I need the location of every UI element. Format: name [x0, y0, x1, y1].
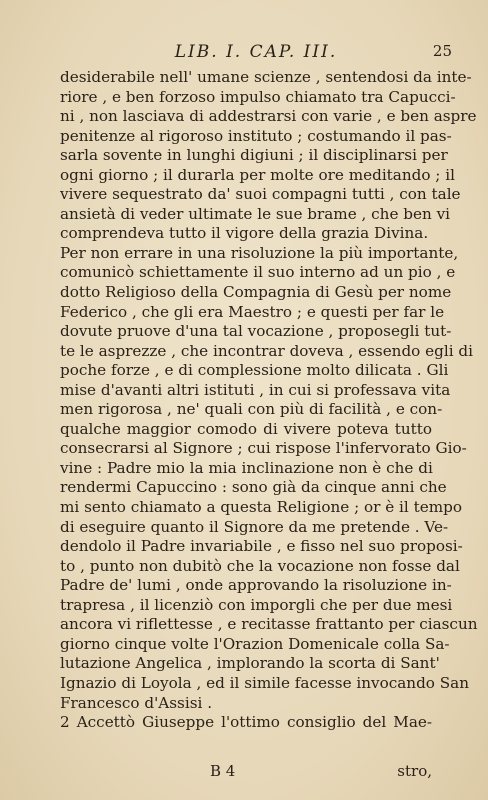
text-line: di eseguire quanto il Signore da me pretende . Ve- [60, 517, 449, 536]
page-number: 25 [432, 42, 452, 60]
text-line: comunicò schiettamente il suo interno ad un pio , e [60, 263, 456, 282]
text-line: ni , non lasciava di addestrarsi con varie , e ben aspre [60, 107, 477, 126]
text-line: sarla sovente in lunghi digiuni ; il disciplinarsi per [60, 146, 448, 165]
text-line: consecrarsi al Signore ; cui rispose l'infervorato Gio- [60, 439, 467, 458]
text-line: men rigorosa , ne' quali con più di facilità , e con- [60, 400, 443, 419]
text-line: dotto Religioso della Compagnia di Gesù per nome [60, 283, 452, 302]
text-line: giorno cinque volte l'Orazion Domenicale colla Sa- [60, 634, 450, 653]
paragraph-start-line: 2 Accettò Giuseppe l'ottimo consiglio del Mae- [60, 713, 432, 732]
body-text [60, 68, 478, 733]
text-line: rendermi Capuccino : sono già da cinque anni che [60, 478, 447, 497]
page-header [60, 42, 452, 66]
text-line: dendolo il Padre invariabile , e fisso nel suo proposi- [60, 537, 463, 556]
text-line: qualche maggior comodo di vivere poteva tutto [60, 419, 432, 438]
text-line: ansietà di veder ultimate le sue brame , che ben vi [60, 204, 451, 223]
text-line: Padre de' lumi , onde approvando la risoluzione in- [60, 576, 452, 595]
text-line: ancora vi riflettesse , e recitasse frattanto per ciascun [60, 615, 478, 634]
text-line: poche forze , e di complessione molto dilicata . Gli [60, 361, 449, 380]
text-line: ogni giorno ; il durarla per molte ore meditando ; il [60, 165, 455, 184]
text-line: penitenze al rigoroso instituto ; costumando il pas- [60, 126, 452, 145]
signature-mark: B 4 [210, 762, 236, 780]
text-line: te le asprezze , che incontrar doveva , essendo egli di [60, 341, 473, 360]
text-line: Ignazio di Loyola , ed il simile facesse invocando San [60, 673, 470, 692]
text-line: mise d'avanti altri istituti , in cui si professava vita [60, 380, 451, 399]
catchword: stro, [397, 762, 432, 780]
text-line: to , punto non dubitò che la vocazione non fosse dal [60, 556, 460, 575]
text-line: dovute pruove d'una tal vocazione , proposegli tut- [60, 322, 452, 341]
text-line: comprendeva tutto il vigore della grazia Divina. [60, 224, 429, 243]
running-head: LIB. I. CAP. III. [174, 42, 338, 62]
text-line: Per non errare in una risoluzione la più importante, [60, 243, 459, 262]
text-line: Federico , che gli era Maestro ; e questi per far le [60, 302, 445, 321]
text-line: desiderabile nell' umane scienze , sentendosi da inte- [60, 68, 472, 86]
page-footer [60, 762, 432, 784]
text-line: trapresa , il licenziò con imporgli che per due mesi [60, 595, 453, 614]
text-line: riore , e ben forzoso impulso chiamato tra Capucci- [60, 87, 456, 106]
text-line: vine : Padre mio la mia inclinazione non è che di [60, 458, 433, 477]
text-line: mi sento chiamato a questa Religione ; or è il tempo [60, 498, 462, 517]
text-line: Francesco d'Assisi . [60, 693, 213, 712]
text-line: lutazione Angelica , implorando la scorta di Sant' [60, 654, 440, 673]
text-line: vivere sequestrato da' suoi compagni tutti , con tale [60, 185, 461, 204]
